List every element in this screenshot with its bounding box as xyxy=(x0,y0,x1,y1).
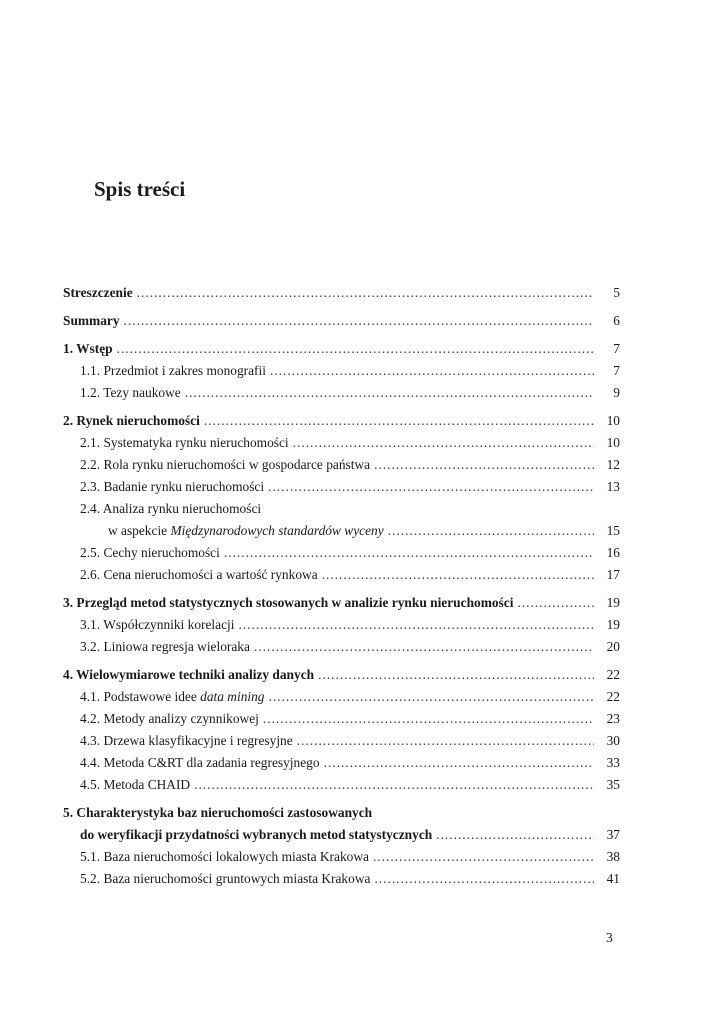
toc-entry-number: 4.5. xyxy=(80,777,101,792)
toc-entry-page: 17 xyxy=(606,567,620,582)
toc-entry-title-italic: data mining xyxy=(200,689,265,704)
toc-entry-text xyxy=(80,846,369,868)
dot-leader xyxy=(297,730,594,752)
dot-leader xyxy=(269,686,594,708)
toc-entry-text xyxy=(80,498,384,542)
toc-entry-title: Rynek nieruchomości xyxy=(76,413,200,428)
toc-entry-number: 2. xyxy=(63,413,74,428)
toc-entry-page: 10 xyxy=(606,435,620,450)
dot-leader xyxy=(293,432,594,454)
toc-entry-text xyxy=(80,432,289,454)
toc-entry-title: Streszczenie xyxy=(63,285,133,300)
toc-entry-text xyxy=(80,752,320,774)
toc-entry-number: 2.5. xyxy=(80,545,101,560)
toc-entry xyxy=(63,360,620,382)
toc-entry-title: Metoda CHAID xyxy=(103,777,191,792)
toc-entry-text xyxy=(63,410,200,432)
toc-entry xyxy=(63,686,620,708)
toc-entry-text xyxy=(80,730,293,752)
toc-entry-number: 4. xyxy=(63,667,74,682)
toc-entry-title: Cena nieruchomości a wartość rynkowa xyxy=(103,567,318,582)
toc-entry-page: 35 xyxy=(606,777,620,792)
dot-leader xyxy=(137,282,594,304)
toc-entry-text xyxy=(63,664,314,686)
page-title: Spis treści xyxy=(94,177,186,201)
toc-entry xyxy=(63,410,620,432)
toc-entry xyxy=(63,708,620,730)
toc-entry-number: 3.1. xyxy=(80,617,101,632)
toc-entry-text xyxy=(80,868,370,890)
toc-entry-number: 5. xyxy=(63,805,74,820)
toc-entry-title: Charakterystyka baz nieruchomości zastosowanych xyxy=(76,805,373,820)
toc-entry-number: 5.1. xyxy=(80,849,101,864)
toc-entry-number: 4.2. xyxy=(80,711,101,726)
toc-entry-text xyxy=(80,564,318,586)
toc-entry xyxy=(63,476,620,498)
dot-leader xyxy=(117,338,594,360)
toc-entry xyxy=(63,636,620,658)
dot-leader xyxy=(374,454,594,476)
toc-entry-number: 4.1. xyxy=(80,689,101,704)
toc-entry-number: 3. xyxy=(63,595,74,610)
dot-leader xyxy=(185,382,594,404)
toc-entry-title-continued: do weryfikacji przydatności wybranych metod statystycznych xyxy=(80,827,433,842)
toc-entry-title: Przedmiot i zakres monografii xyxy=(103,363,266,378)
toc-entry-number: 1.2. xyxy=(80,385,101,400)
toc-entry-title: Metoda C&RT dla zadania regresyjnego xyxy=(103,755,320,770)
toc-entry-title: Baza nieruchomości gruntowych miasta Krakowa xyxy=(103,871,371,886)
dot-leader xyxy=(324,752,594,774)
toc-entry-number: 2.2. xyxy=(80,457,101,472)
dot-leader xyxy=(263,708,594,730)
toc-entry-text xyxy=(80,636,250,658)
toc-entry-text xyxy=(80,360,266,382)
toc-entry xyxy=(63,310,620,332)
toc-entry-title: Summary xyxy=(63,313,120,328)
toc-entry xyxy=(63,868,620,890)
toc-entry xyxy=(63,664,620,686)
toc-entry-page: 15 xyxy=(606,523,620,538)
toc-entry-page: 19 xyxy=(606,595,620,610)
toc-entry-title: Podstawowe idee xyxy=(103,689,201,704)
toc-entry-page: 5 xyxy=(613,285,620,300)
toc-entry-number: 1. xyxy=(63,341,74,356)
toc-entry-text xyxy=(80,542,220,564)
toc-entry-page: 19 xyxy=(606,617,620,632)
toc-entry xyxy=(63,338,620,360)
toc-entry-page: 37 xyxy=(606,827,620,842)
toc-entry-title: Badanie rynku nieruchomości xyxy=(103,479,265,494)
toc-entry-text xyxy=(80,774,190,796)
toc-entry-number: 5.2. xyxy=(80,871,101,886)
toc-entry-title-continued: w aspekcie xyxy=(108,523,171,538)
toc-entry-text xyxy=(63,282,133,304)
toc-entry-page: 7 xyxy=(613,363,620,378)
toc-entry xyxy=(63,432,620,454)
toc-entry-number: 2.1. xyxy=(80,435,101,450)
dot-leader xyxy=(373,846,594,868)
toc-entry-title: Analiza rynku nieruchomości xyxy=(102,501,262,516)
toc-entry-text xyxy=(80,614,234,636)
dot-leader xyxy=(318,664,594,686)
toc-entry-title: Liniowa regresja wieloraka xyxy=(103,639,250,654)
toc-entry-text xyxy=(63,802,432,846)
toc-entry-number: 4.4. xyxy=(80,755,101,770)
dot-leader xyxy=(517,592,594,614)
toc-entry-number: 3.2. xyxy=(80,639,101,654)
toc-entry-title: Cechy nieruchomości xyxy=(103,545,220,560)
toc-entry-number: 2.4. xyxy=(80,501,101,516)
page-number: 3 xyxy=(606,930,613,945)
toc-entry xyxy=(63,542,620,564)
dot-leader xyxy=(194,774,594,796)
toc-entry-number: 2.3. xyxy=(80,479,101,494)
toc-entry-text xyxy=(80,382,181,404)
toc-entry-page: 22 xyxy=(606,667,620,682)
toc-entry-page: 10 xyxy=(606,413,620,428)
toc-entry xyxy=(63,614,620,636)
toc-entry-page: 22 xyxy=(606,689,620,704)
toc-entry-number: 2.6. xyxy=(80,567,101,582)
toc-entry xyxy=(63,752,620,774)
toc-entry-title: Systematyka rynku nieruchomości xyxy=(103,435,289,450)
toc-entry-page: 20 xyxy=(606,639,620,654)
toc-entry-page: 41 xyxy=(606,871,620,886)
dot-leader xyxy=(124,310,594,332)
toc-entry xyxy=(63,774,620,796)
toc-entry xyxy=(63,846,620,868)
toc-entry-title: Wstęp xyxy=(76,341,113,356)
toc-entry-text xyxy=(63,338,113,360)
toc-entry-title: Tezy naukowe xyxy=(103,385,181,400)
toc-entry-text xyxy=(80,708,259,730)
dot-leader xyxy=(270,360,594,382)
dot-leader xyxy=(254,636,594,658)
toc-entry-page: 7 xyxy=(613,341,620,356)
dot-leader xyxy=(224,542,594,564)
toc-entry-title-italic: Międzynarodowych standardów wyceny xyxy=(170,523,384,538)
toc-entry-title: Wielowymiarowe techniki analizy danych xyxy=(76,667,315,682)
toc-entry-page: 12 xyxy=(606,457,620,472)
toc-entry xyxy=(63,498,620,542)
toc-entry-number: 4.3. xyxy=(80,733,101,748)
toc-entry-title: Współczynniki korelacji xyxy=(103,617,235,632)
toc-entry-title: Baza nieruchomości lokalowych miasta Krakowa xyxy=(103,849,369,864)
toc-entry-page: 30 xyxy=(606,733,620,748)
toc-entry-title: Rola rynku nieruchomości w gospodarce państwa xyxy=(103,457,371,472)
toc-entry-page: 23 xyxy=(606,711,620,726)
toc-entry-text xyxy=(80,476,264,498)
toc-entry xyxy=(63,382,620,404)
toc-entry-page: 6 xyxy=(613,313,620,328)
toc-entry xyxy=(63,592,620,614)
dot-leader xyxy=(374,868,594,890)
dot-leader xyxy=(322,564,594,586)
toc-entry xyxy=(63,454,620,476)
toc-entry xyxy=(63,564,620,586)
toc-entry-text xyxy=(80,454,370,476)
toc-entry xyxy=(63,730,620,752)
table-of-contents xyxy=(63,282,620,890)
toc-entry xyxy=(63,802,620,846)
dot-leader xyxy=(436,824,594,846)
toc-entry-page: 13 xyxy=(606,479,620,494)
toc-entry-text xyxy=(80,686,265,708)
toc-entry-title: Przegląd metod statystycznych stosowanych w analizie rynku nieruchomości xyxy=(76,595,514,610)
toc-entry-page: 16 xyxy=(606,545,620,560)
toc-entry-title: Drzewa klasyfikacyjne i regresyjne xyxy=(103,733,293,748)
dot-leader xyxy=(204,410,594,432)
dot-leader xyxy=(268,476,594,498)
toc-entry-text xyxy=(63,592,513,614)
toc-entry-page: 38 xyxy=(606,849,620,864)
toc-entry-number: 1.1. xyxy=(80,363,101,378)
toc-entry-title: Metody analizy czynnikowej xyxy=(103,711,259,726)
toc-entry-page: 9 xyxy=(613,385,620,400)
toc-entry-text xyxy=(63,310,120,332)
dot-leader xyxy=(388,520,594,542)
toc-entry-page: 33 xyxy=(606,755,620,770)
toc-entry xyxy=(63,282,620,304)
dot-leader xyxy=(238,614,594,636)
